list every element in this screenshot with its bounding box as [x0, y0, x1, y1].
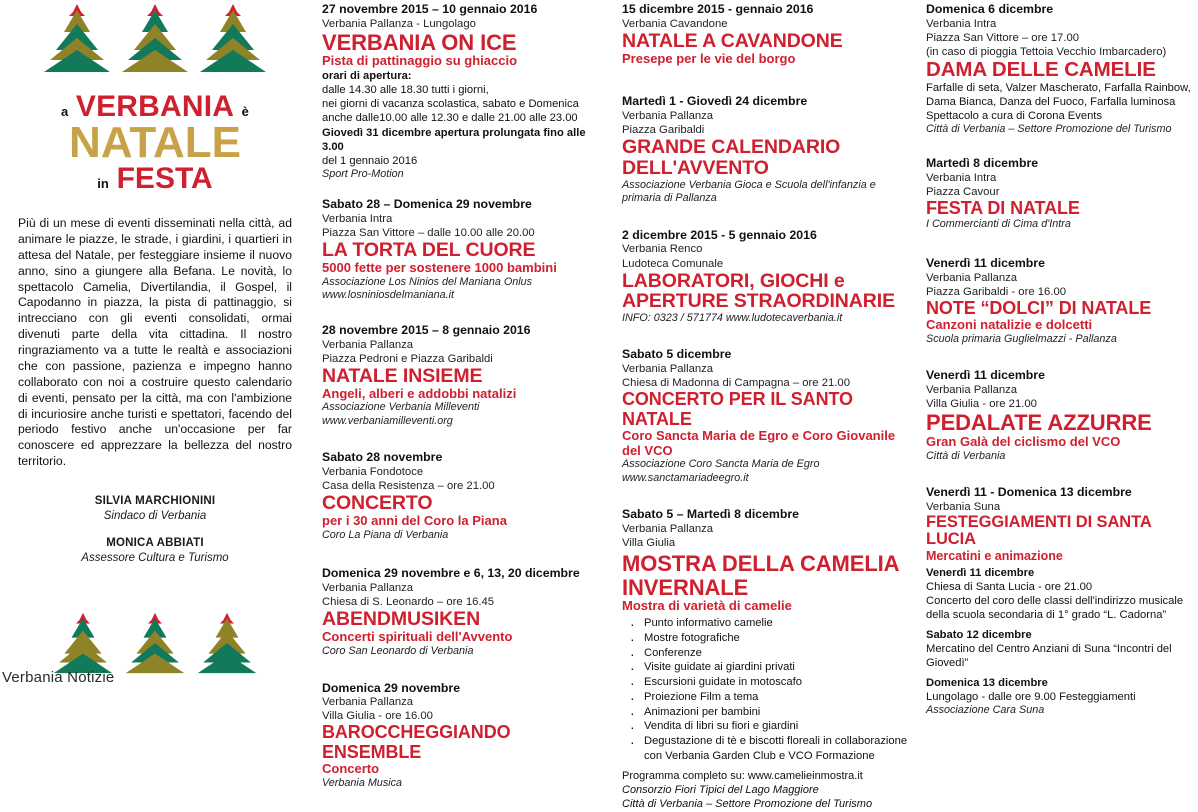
city-department: Città di Verbania – Settore Promozione del Turismo [622, 798, 873, 811]
event-title: NATALE INSIEME [322, 364, 483, 387]
event-date: 15 dicembre 2015 - gennaio 2016 [622, 2, 814, 16]
event-date: 28 novembre 2015 – 8 gennaio 2016 [322, 322, 531, 337]
event-date: Domenica 29 novembre e 6, 13, 20 dicembre [322, 566, 580, 581]
event-organizer: Associazione Coro Sancta Maria de Egro [622, 458, 820, 471]
event-date: Sabato 28 – Domenica 29 novembre [322, 197, 532, 212]
event-date: Sabato 5 – Martedì 8 dicembre [622, 507, 800, 522]
subevent-line: Mercatino del Centro Anziani di Suna “Incontri del Giovedì” [926, 643, 1172, 670]
event-detail: Farfalle di seta, Valzer Mascherato, Farfalla Rainbow, [926, 81, 1191, 94]
signer-role: Assessore Cultura e Turismo [81, 552, 229, 565]
column-events-2 [316, 0, 612, 789]
subevent-line: Chiesa di Santa Lucia - ore 21.00 [926, 581, 1093, 594]
event-date: Sabato 5 dicembre [622, 347, 732, 362]
event-website: www.losniniosdelmaniana.it [322, 289, 455, 302]
event-date: Venerdì 11 dicembre [926, 368, 1045, 383]
event-date: Martedì 1 - Giovedì 24 dicembre [622, 94, 808, 109]
event-date: Venerdì 11 - Domenica 13 dicembre [926, 484, 1132, 499]
event-organizer: Associazione Verbania Gioca e Scuola dell'infanzia e primaria di Pallanza [622, 178, 876, 205]
event-place: Verbania Pallanza [322, 338, 414, 351]
event-festa-di-natale [926, 156, 1192, 232]
event-title: BAROCCHEGGIANDO ENSEMBLE [322, 722, 511, 762]
event-place: Verbania Intra [322, 213, 393, 226]
event-place: Chiesa di Madonna di Campagna – ore 21.00 [622, 377, 850, 390]
event-place: Verbania Fondotoce [322, 466, 424, 479]
event-organizer: Verbania Musica [322, 776, 403, 789]
christmas-tree-icon [198, 2, 268, 74]
intro-text [18, 216, 292, 470]
subevent-day: Domenica 13 dicembre [926, 677, 1048, 690]
poster-logo [18, 92, 292, 194]
intro-paragraph: Più di un mese di eventi disseminati nella città, ad animare le piazze, le strade, i giardini, i quartieri in attesa del Natale, per festeggiare insieme il nuovo anno, sino a giungere alla Befana. Le novità, lo spettacolo Camelia, Divertilandia, il Gospel, il Capodanno in piazza, la pista di pattinaggio, si intrecciano con gli eventi consolidati, ormai divenuti parte della vita cittadina. Il nostro ringraziamento va a tutte le realtà e associazioni che con passione, pazienza e impegno hanno collaborato con noi a costruire questo calendario di eventi, pensato per la città, ma con l'ambizione di incuriosire anche turisti e spettatori, facendo del periodo festivo anche un'occasione per far conoscere ed apprezzare la bellezza del nostro territorio. [18, 216, 292, 469]
event-title: LA TORTA DEL CUORE [322, 239, 536, 262]
event-subtitle: Mercatini e animazione [926, 548, 1063, 563]
logo-e: è [241, 104, 250, 119]
event-title: VERBANIA ON ICE [322, 29, 517, 55]
event-title: CONCERTO PER IL SANTO NATALE [622, 389, 853, 429]
event-pedalate-azzurre [926, 368, 1192, 463]
event-website: www.sanctamariadeegro.it [622, 471, 749, 484]
event-organizer: I Commercianti di Cima d'Intra [926, 218, 1071, 231]
event-concerto-coro-la-piana [322, 450, 606, 542]
event-subtitle: Mostra di varietà di camelie [622, 598, 792, 614]
event-rain-note: (in caso di pioggia Tettoia Vecchio Imbarcadero) [926, 45, 1167, 58]
event-place: Verbania Intra [926, 172, 997, 185]
logo-in: in [97, 176, 109, 192]
event-laboratori-giochi [622, 228, 910, 326]
hours-special: Giovedì 31 dicembre apertura prolungata fino alle 3.00 [322, 126, 586, 153]
column-events-3 [616, 0, 916, 811]
list-item: · Visite guidate ai giardini privati [622, 660, 910, 675]
event-note-dolci-di-natale [926, 256, 1192, 346]
watermark: Verbania Notizie [2, 669, 115, 686]
event-place: Villa Giulia - ore 21.00 [926, 398, 1037, 411]
event-place: Villa Giulia - ore 16.00 [322, 710, 433, 723]
event-natale-insieme [322, 323, 606, 429]
subevent-line: Lungolago - dalle ore 9.00 Festeggiamenti [926, 691, 1136, 704]
column-masthead [0, 0, 310, 687]
event-subtitle: Canzoni natalizie e dolcetti [926, 316, 1093, 332]
event-title: PEDALATE AZZURRE [926, 410, 1152, 436]
christmas-tree-icon [124, 611, 186, 675]
event-place: Piazza Cavour [926, 186, 1000, 199]
logo-festa: FESTA [116, 162, 213, 196]
event-info: INFO: 0323 / 571774 www.ludotecaverbania.it [622, 311, 843, 324]
subevent-line: della scuola secondaria di 1° grado “L. Cadorna” [926, 609, 1167, 622]
event-date: Venerdì 11 dicembre [926, 255, 1045, 270]
signer-role: Sindaco di Verbania [103, 510, 207, 523]
logo-article-a: a [60, 104, 69, 119]
hours-line: nei giorni di vacanza scolastica, sabato e Domenica [322, 98, 579, 111]
event-organizer: Scuola primaria Guglielmazzi - Pallanza [926, 332, 1117, 345]
event-organizer: Associazione Cara Suna [926, 704, 1045, 717]
event-subtitle: 5000 fette per sostenere 1000 bambini [322, 259, 557, 275]
event-verbania-on-ice [322, 2, 606, 181]
logo-natale: NATALE [69, 118, 241, 167]
subevent-day: Sabato 12 dicembre [926, 629, 1032, 642]
logo-verbania: VERBANIA [75, 90, 235, 123]
signer-name: MONICA ABBIATI [106, 536, 204, 549]
event-place: Casa della Resistenza – ore 21.00 [322, 480, 495, 493]
event-title: FESTEGGIAMENTI DI SANTA LUCIA [926, 512, 1152, 549]
subevent [926, 628, 1192, 670]
list-item: · Degustazione di tè e biscotti floreali in collaborazione con Verbania Garden Club e VCO Formazione [622, 734, 910, 764]
christmas-tree-icon [42, 2, 112, 74]
event-organizer: Città di Verbania [926, 449, 1006, 462]
signer-name: SILVIA MARCHIONINI [94, 494, 216, 507]
hours-label: orari di apertura: [322, 70, 412, 83]
event-festeggiamenti-santa-lucia [926, 485, 1192, 718]
event-place: Verbania Suna [926, 500, 1001, 513]
event-detail: Dama Bianca, Danza del Fuoco, Farfalla luminosa [926, 95, 1176, 108]
event-subtitle: Coro Sancta Maria de Egro e Coro Giovanile del VCO [622, 427, 896, 458]
column-events-4 [918, 0, 1198, 717]
program-link: Programma completo su: www.camelieinmostra.it [622, 769, 863, 782]
event-natale-a-cavandone [622, 2, 910, 66]
event-place: Piazza San Vittore – dalle 10.00 alle 20.00 [322, 227, 535, 240]
event-title: FESTA DI NATALE [926, 198, 1080, 219]
christmas-tree-icon [196, 611, 258, 675]
subevent-day: Venerdì 11 dicembre [926, 567, 1035, 580]
bottom-trees-group-left [0, 611, 310, 675]
top-trees-group [18, 0, 292, 74]
event-mostra-camelia-invernale [622, 507, 910, 811]
event-title: ABENDMUSIKEN [322, 608, 481, 631]
event-organizer: Associazione Los Ninios del Maniana Onlus [322, 275, 533, 288]
list-item: · Punto informativo camelie [622, 616, 910, 631]
event-organizer: Associazione Verbania Milleventi [322, 401, 480, 414]
event-place: Piazza Garibaldi [622, 124, 705, 137]
list-item: · Animazioni per bambini [622, 705, 910, 720]
event-title: NATALE A CAVANDONE [622, 29, 843, 52]
event-abendmusiken [322, 566, 606, 658]
event-grande-calendario-avvento [622, 94, 910, 205]
christmas-tree-icon [120, 2, 190, 74]
event-title: LABORATORI, GIOCHI e APERTURE STRAORDINARIE [622, 269, 895, 313]
event-place: Verbania Pallanza [622, 523, 714, 536]
event-place: Piazza Pedroni e Piazza Garibaldi [322, 352, 493, 365]
event-place: Verbania Pallanza - Lungolago [322, 17, 476, 30]
event-date: 27 novembre 2015 – 10 gennaio 2016 [322, 2, 538, 16]
hours-line: anche dalle10.00 alle 12.30 e dalle 21.00 alle 23.00 [322, 112, 578, 125]
list-item: · Proiezione Film a tema [622, 690, 910, 705]
consortium: Consorzio Fiori Tipici del Lago Maggiore [622, 784, 819, 797]
event-place: Verbania Pallanza [926, 384, 1018, 397]
christmas-tree-icon [52, 611, 114, 675]
event-place: Piazza San Vittore – ore 17.00 [926, 31, 1080, 44]
event-subtitle: per i 30 anni del Coro la Piana [322, 513, 507, 529]
event-place: Verbania Pallanza [622, 110, 714, 123]
event-website: www.verbaniamilleventi.org [322, 414, 453, 427]
event-date: Domenica 29 novembre [322, 680, 461, 695]
event-subtitle: Gran Galà del ciclismo del VCO [926, 433, 1121, 449]
event-title: NOTE “DOLCI” DI NATALE [926, 297, 1152, 318]
subevent [926, 566, 1192, 622]
list-item: · Escursioni guidate in motoscafo [622, 675, 910, 690]
list-item: · Mostre fotografiche [622, 631, 910, 646]
event-title: CONCERTO [322, 492, 433, 515]
signatures [18, 494, 292, 567]
event-activity-list [622, 616, 910, 764]
event-place: Verbania Intra [926, 17, 997, 30]
event-date: Domenica 6 dicembre [926, 2, 1054, 16]
event-place: Verbania Pallanza [322, 582, 414, 595]
subevent [926, 676, 1192, 704]
event-place: Piazza Garibaldi - ore 16.00 [926, 285, 1067, 298]
subevent-line: Concerto del coro delle classi dell'indirizzo musicale [926, 595, 1184, 608]
event-place: Verbania Pallanza [622, 363, 714, 376]
event-concerto-santo-natale [622, 347, 910, 485]
event-place: Verbania Cavandone [622, 17, 728, 30]
list-item: · Vendita di libri su fiori e giardini [622, 719, 910, 734]
hours-tail: del 1 gennaio 2016 [322, 154, 418, 167]
event-organizer: Coro La Piana di Verbania [322, 528, 449, 541]
event-date: Sabato 28 novembre [322, 450, 443, 465]
event-subtitle: Concerti spirituali dell'Avvento [322, 629, 513, 645]
event-subtitle: Presepe per le vie del borgo [622, 50, 796, 66]
event-date: 2 dicembre 2015 - 5 gennaio 2016 [622, 227, 817, 242]
event-la-torta-del-cuore [322, 197, 606, 303]
event-place: Verbania Pallanza [926, 271, 1018, 284]
event-organizer: Sport Pro-Motion [322, 167, 404, 180]
hours-line: dalle 14.30 alle 18.30 tutti i giorni, [322, 84, 489, 97]
event-title: GRANDE CALENDARIO DELL'AVVENTO [622, 136, 841, 180]
event-organizer: Coro San Leonardo di Verbania [322, 645, 474, 658]
event-place: Verbania Renco [622, 243, 703, 256]
event-dama-delle-camelie [926, 2, 1192, 136]
event-place: Verbania Pallanza [322, 696, 414, 709]
list-item: · Conferenze [622, 646, 910, 661]
event-date: Martedì 8 dicembre [926, 156, 1039, 171]
event-hours [322, 69, 606, 168]
event-place: Chiesa di S. Leonardo – ore 16.45 [322, 596, 495, 609]
event-subtitle: Concerto [322, 760, 380, 776]
event-baroccheggiando-ensemble [322, 681, 606, 791]
event-footer-info [622, 769, 910, 812]
event-organizer: Città di Verbania – Settore Promozione del Turismo [926, 122, 1172, 135]
event-place: Villa Giulia [622, 537, 676, 550]
event-place: Ludoteca Comunale [622, 257, 724, 270]
event-title: MOSTRA DELLA CAMELIA INVERNALE [622, 551, 899, 600]
event-detail: Spettacolo a cura di Corona Events [926, 109, 1102, 122]
event-title: DAMA DELLE CAMELIE [926, 58, 1156, 82]
event-subtitle: Angeli, alberi e addobbi natalizi [322, 385, 517, 401]
event-subtitle: Pista di pattinaggio su ghiaccio [322, 53, 518, 69]
